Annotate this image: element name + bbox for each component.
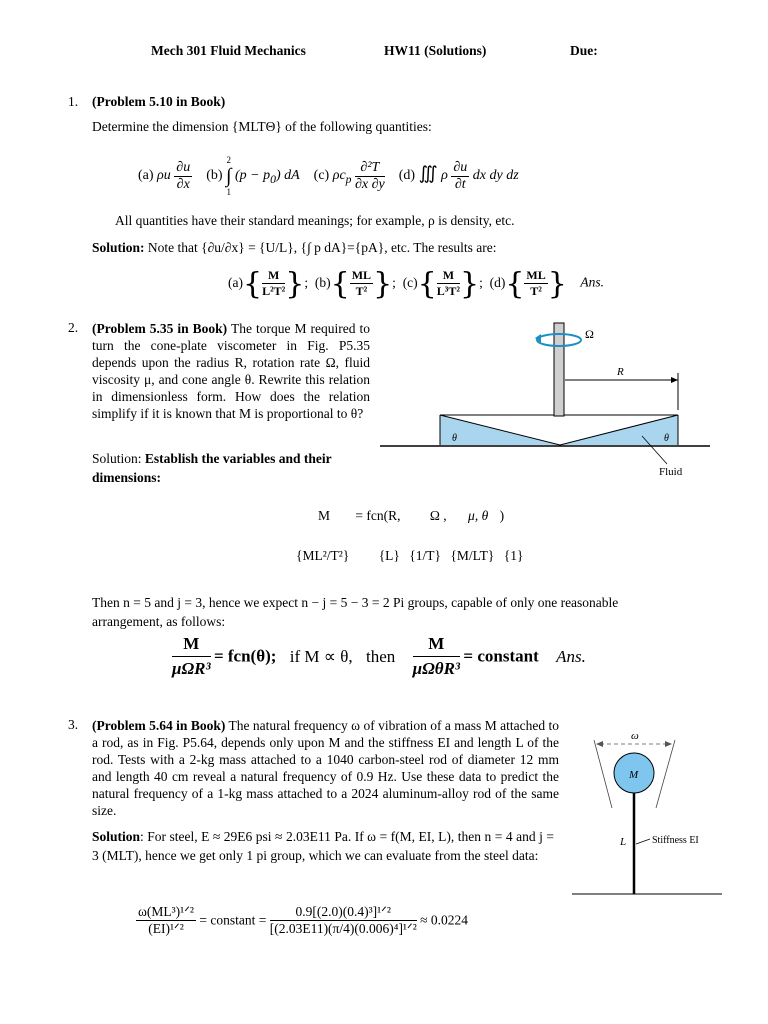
quantity-c-label: (c) bbox=[313, 168, 330, 184]
pi-group-1-denominator: μΩR³ bbox=[172, 659, 211, 678]
eq-mu-theta: μ, θ bbox=[468, 508, 489, 523]
quantity-b-tail: ) dA bbox=[275, 168, 300, 184]
problem-3-number: 3. bbox=[68, 717, 79, 732]
dim-angle: {1} bbox=[503, 548, 524, 563]
solution-label: Solution: bbox=[92, 451, 142, 466]
quantity-c-fraction bbox=[355, 160, 385, 193]
quantity-c-numerator: ∂²T bbox=[355, 160, 385, 177]
problem-3-ref: (Problem 5.64 in Book) bbox=[92, 718, 226, 733]
problem-3-text-block bbox=[92, 717, 559, 819]
quantity-d-tail: dx dy dz bbox=[472, 168, 519, 184]
problem-3-solution bbox=[92, 827, 554, 865]
problem-2-number: 2. bbox=[68, 320, 79, 335]
eq-omega: Ω , bbox=[429, 508, 447, 523]
quantity-c-denominator: ∂x ∂y bbox=[354, 176, 385, 192]
quantity-c-subscript: p bbox=[345, 173, 352, 187]
triple-integral-sign: ∭ bbox=[418, 163, 438, 184]
length-label: L bbox=[620, 836, 627, 848]
dim-torque: {ML²/T²} bbox=[296, 548, 350, 563]
eq-fcn: = fcn(R, bbox=[355, 508, 401, 523]
answer-a-numerator: M bbox=[262, 268, 285, 284]
problem-1-ref: (Problem 5.10 in Book) bbox=[92, 94, 226, 109]
rhs-denominator: [(2.03E11)(π/4)(0.006)⁴]¹ᐟ² bbox=[269, 921, 417, 936]
mass-label: M bbox=[629, 769, 639, 781]
quantity-a-denominator: ∂x bbox=[176, 176, 190, 192]
rhs-fraction bbox=[270, 904, 417, 937]
eq-torque: M bbox=[318, 508, 331, 523]
eq-close: ) bbox=[499, 508, 505, 523]
quantity-d-prefix: ρ bbox=[441, 168, 448, 184]
integral-upper-limit: 2 bbox=[226, 155, 232, 165]
problem-2-solution bbox=[92, 449, 372, 487]
pi-relation-ans: Ans. bbox=[556, 646, 586, 666]
quantity-d-label: (d) bbox=[398, 168, 416, 184]
lhs-denominator: (EI)¹ᐟ² bbox=[148, 921, 184, 936]
quantity-d-numerator: ∂u bbox=[453, 159, 468, 175]
solution-label: Solution bbox=[92, 829, 141, 844]
pi-relation-then: then bbox=[365, 646, 396, 666]
equation-constant: = constant = bbox=[199, 912, 267, 928]
pi-relation-fcn: = fcn(θ); bbox=[213, 646, 277, 666]
answer-c-numerator: M bbox=[437, 268, 460, 284]
problem-1-solution bbox=[92, 240, 496, 256]
answer-b-label: (b) bbox=[314, 274, 331, 290]
integral-lower-limit: 1 bbox=[226, 187, 232, 197]
pi-group-2-numerator: M bbox=[413, 634, 460, 657]
solution-label: Solution: bbox=[92, 240, 145, 255]
course-title: Mech 301 Fluid Mechanics bbox=[151, 43, 306, 58]
pi-relation bbox=[172, 634, 586, 679]
quantity-b-subscript: 0 bbox=[270, 173, 276, 187]
omega-label: ω bbox=[631, 730, 639, 742]
solution-text: Note that {∂u/∂x} = {U/L}, {∫ p dA}={pA}, etc. The results are: bbox=[147, 240, 497, 255]
problem-2-text-block bbox=[92, 320, 370, 422]
dimensions-row bbox=[296, 548, 523, 564]
theta-left-label: θ bbox=[452, 433, 457, 444]
solution-text: : For steel, E ≈ 29E6 psi ≈ 2.03E11 Pa. If ω = f(M, EI, L), then n = 4 and j = 3 (MLT), hence we get only 1 pi group, which we can evaluate from the steel data: bbox=[92, 829, 554, 863]
radius-label: R bbox=[617, 366, 624, 378]
answer-c-label: (c) bbox=[402, 274, 418, 290]
answer-a: (a){ $\frac{M}{\text{L²T²}}$ }; bbox=[228, 266, 309, 301]
answer-a-denominator: L²T² bbox=[262, 284, 286, 298]
problem-2-then: Then n = 5 and j = 3, hence we expect n − j = 5 − 3 = 2 Pi groups, capable of only one reasonable arrangement, as follows: bbox=[92, 595, 619, 629]
pi-relation-constant: = constant bbox=[463, 646, 539, 666]
answer-b-denominator: T² bbox=[355, 284, 368, 298]
cone-plate-figure bbox=[380, 318, 710, 483]
dim-radius: {L} bbox=[378, 548, 400, 563]
quantity-a-fraction bbox=[174, 160, 192, 193]
stiffness-label: Stiffness EI bbox=[652, 835, 699, 846]
problem-1-note: All quantities have their standard meanings; for example, ρ is density, etc. bbox=[115, 213, 515, 228]
quantity-b-label: (b) bbox=[206, 168, 223, 184]
quantity-b-integral bbox=[226, 152, 231, 200]
frequency-equation bbox=[136, 904, 468, 937]
mass-rod-figure bbox=[572, 722, 722, 897]
problem-1-quantities bbox=[138, 152, 519, 200]
problem-2-text: The torque M required to turn the cone-plate viscometer in Fig. P5.35 depends upon the radius R, rotation rate Ω, fluid viscosity μ, and cone angle θ. Rewrite this relation in dimensionless form. How does the relation simplify if it is known that M is proportional to θ? bbox=[92, 321, 370, 421]
problem-1-prompt: Determine the dimension {MLTΘ} of the following quantities: bbox=[92, 119, 432, 134]
due-label: Due: bbox=[570, 43, 598, 58]
pi-relation-condition: if M ∝ θ, bbox=[289, 646, 353, 666]
quantity-d-fraction bbox=[451, 160, 469, 193]
answer-c: (c){ $\frac{M}{\text{L³T²}}$ }; bbox=[402, 266, 483, 301]
quantity-c-prefix: ρc bbox=[332, 168, 346, 184]
pi-group-1 bbox=[172, 634, 211, 679]
rhs-numerator: 0.9[(2.0)(0.4)³]¹ᐟ² bbox=[270, 904, 417, 921]
answer-b-numerator: ML bbox=[351, 268, 372, 282]
omega-label: Ω bbox=[585, 327, 594, 341]
answer-d-denominator: T² bbox=[530, 284, 542, 298]
theta-right-label: θ bbox=[664, 433, 669, 444]
quantity-a-label: (a) bbox=[138, 168, 154, 184]
quantity-a-numerator: ∂u bbox=[176, 159, 191, 175]
problem-3-text: The natural frequency ω of vibration of a mass M attached to a rod, as in Fig. P5.64, depends only upon M and the stiffness EI and length L of the rod. Tests with a 2-kg mass attached to a 1040 carbon-steel rod of diameter 12 mm and length 40 cm reveal a natural frequency of 0.9 Hz. Use these data to predict the natural frequency of a 1-kg mass attached to a 2024 aluminum-alloy rod of the same size. bbox=[92, 718, 559, 818]
shaft bbox=[554, 323, 564, 416]
problem-2-ref: (Problem 5.35 in Book) bbox=[92, 321, 228, 336]
dim-omega: {1/T} bbox=[409, 548, 441, 563]
integral-sign: ∫ bbox=[226, 165, 232, 187]
pi-group-2 bbox=[413, 634, 460, 679]
pi-group-2-denominator: μΩθR³ bbox=[412, 659, 461, 678]
answer-b: (b){ $\frac{ML}{\text{T²}}$ }; bbox=[314, 266, 396, 301]
answer-ans-label: Ans. bbox=[580, 274, 604, 290]
lhs-numerator: ω(ML³)¹ᐟ² bbox=[138, 904, 194, 919]
homework-title: HW11 (Solutions) bbox=[384, 43, 487, 58]
quantity-d-denominator: ∂t bbox=[454, 176, 466, 192]
problem-1-number: 1. bbox=[68, 94, 79, 109]
quantity-a-prefix: ρu bbox=[157, 168, 171, 184]
fluid-label: Fluid bbox=[659, 466, 683, 478]
quantity-b-body: (p − p bbox=[235, 168, 271, 184]
answer-d-numerator: ML bbox=[526, 268, 546, 282]
answer-c-denominator: L³T² bbox=[436, 284, 460, 298]
pi-group-1-numerator: M bbox=[172, 634, 211, 657]
dim-viscosity: {M/LT} bbox=[450, 548, 495, 563]
equation-result: ≈ 0.0224 bbox=[420, 912, 469, 928]
answer-a-label: (a) bbox=[228, 274, 243, 290]
answer-d-label: (d) bbox=[489, 274, 506, 290]
answer-d: (d){ $\frac{ML}{\text{T²}}$ } bbox=[489, 266, 567, 301]
variables-equation bbox=[318, 508, 504, 524]
solution-heading: Establish the variables and their dimensions: bbox=[92, 451, 332, 485]
lhs-fraction bbox=[136, 904, 196, 937]
problem-1-answers bbox=[228, 266, 604, 301]
